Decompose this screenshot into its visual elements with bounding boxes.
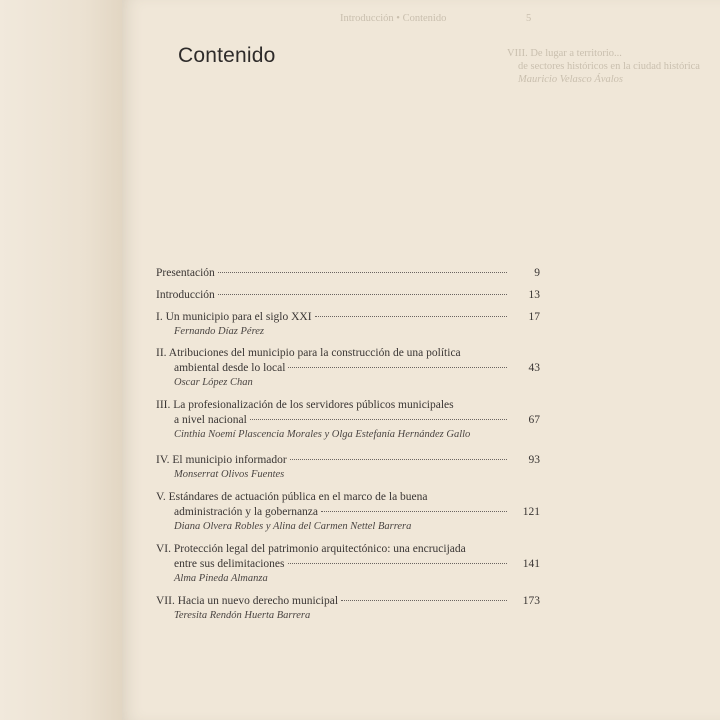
page-title: Contenido xyxy=(178,44,276,67)
bleed-through-line: VIII. De lugar a territorio... xyxy=(507,48,622,59)
toc-entry-author: Oscar López Chan xyxy=(174,377,253,388)
toc-page-number: 173 xyxy=(522,595,540,607)
toc-entry-label: VI. Protección legal del patrimonio arquitectónico: una encrucijada xyxy=(156,543,466,555)
toc-entry-label: Introducción xyxy=(156,289,215,301)
toc-page-number: 43 xyxy=(528,362,540,374)
toc-entry-chapter-6[interactable] xyxy=(156,542,540,594)
book-gutter xyxy=(0,0,122,720)
running-page-number: 5 xyxy=(526,13,532,24)
toc-page-number: 141 xyxy=(522,558,540,570)
toc-entry-author: Diana Olvera Robles y Alina del Carmen Nettel Barrera xyxy=(174,521,412,532)
dot-leader xyxy=(315,315,507,317)
dot-leader xyxy=(250,418,507,420)
toc-page-number: 67 xyxy=(528,414,540,426)
toc-entry-label: IV. El municipio informador xyxy=(156,454,287,466)
toc-entry-chapter-3[interactable] xyxy=(156,398,540,453)
toc-entry-presentacion[interactable] xyxy=(156,266,540,288)
dot-leader xyxy=(218,293,507,295)
dot-leader xyxy=(341,599,507,601)
toc-entry-introduccion[interactable] xyxy=(156,288,540,310)
toc-entry-author: Cinthia Noemí Plascencia Morales y Olga Estefanía Hernández Gallo xyxy=(174,429,471,440)
running-head: Introducción • Contenido xyxy=(340,13,447,24)
toc-entry-author: Fernando Díaz Pérez xyxy=(174,326,265,337)
toc-entry-label: II. Atribuciones del municipio para la construcción de una política xyxy=(156,347,461,359)
toc-entry-chapter-2[interactable] xyxy=(156,346,540,398)
toc-entry-label: V. Estándares de actuación pública en el marco de la buena xyxy=(156,491,428,503)
toc-page-number: 13 xyxy=(528,289,540,301)
toc-entry-label-continued: ambiental desde lo local xyxy=(174,362,286,374)
toc-page-number: 17 xyxy=(528,311,540,323)
dot-leader xyxy=(321,510,507,512)
toc-entry-chapter-1[interactable] xyxy=(156,310,540,346)
toc-entry-label: I. Un municipio para el siglo XXI xyxy=(156,311,312,323)
dot-leader xyxy=(288,366,507,368)
dot-leader xyxy=(290,458,507,460)
toc-entry-label: Presentación xyxy=(156,267,215,279)
dot-leader xyxy=(218,271,507,273)
toc-entry-chapter-7[interactable] xyxy=(156,594,540,630)
dot-leader xyxy=(288,562,508,564)
toc-entry-label-continued: administración y la gobernanza xyxy=(174,506,319,518)
bleed-through-line: Mauricio Velasco Ávalos xyxy=(518,74,623,85)
table-of-contents xyxy=(156,266,540,630)
toc-entry-author: Monserrat Olivos Fuentes xyxy=(174,469,285,480)
toc-page-number: 121 xyxy=(522,506,540,518)
toc-page-number: 9 xyxy=(534,267,540,279)
toc-page-number: 93 xyxy=(528,454,540,466)
toc-entry-author: Teresita Rendón Huerta Barrera xyxy=(174,610,311,621)
bleed-through-line: de sectores históricos en la ciudad histórica xyxy=(518,61,700,72)
toc-entry-label: III. La profesionalización de los servidores públicos municipales xyxy=(156,399,454,411)
toc-entry-label-continued: entre sus delimitaciones xyxy=(174,558,285,570)
toc-entry-chapter-5[interactable] xyxy=(156,490,540,542)
toc-entry-label-continued: a nivel nacional xyxy=(174,414,247,426)
toc-entry-chapter-4[interactable] xyxy=(156,453,540,490)
toc-entry-author: Alma Pineda Almanza xyxy=(174,573,268,584)
toc-entry-label: VII. Hacia un nuevo derecho municipal xyxy=(156,595,339,607)
